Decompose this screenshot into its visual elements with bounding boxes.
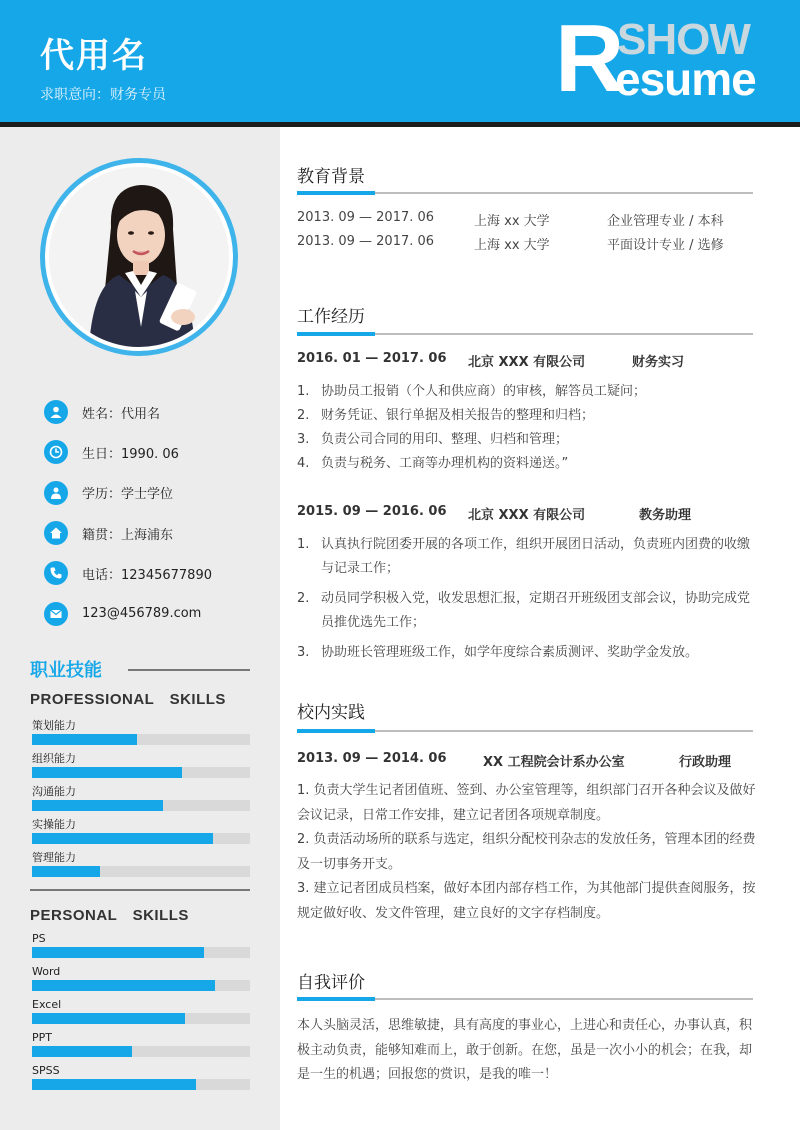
logo-esume-text: esume: [615, 53, 756, 105]
list-item: 2. 负责活动场所的联系与选定，组织分配校刊杂志的发放任务，管理本团的经费及一切事务开支。: [297, 832, 756, 872]
campus-title: 校内实践: [297, 703, 365, 723]
self-eval-title: 自我评价: [297, 973, 365, 993]
info-item-name: [44, 392, 274, 432]
campus-title-accent: [297, 729, 375, 733]
list-item: 3. 协助班长管理班级工作，如学年度综合素质测评、奖助学金发放。: [297, 645, 699, 660]
portrait-illustration: [49, 167, 229, 347]
info-hometown-text: 籍贯：上海浦东: [82, 527, 174, 543]
info-birthday-text: 生日：1990. 06: [82, 446, 179, 462]
skill-bar-track: [32, 866, 250, 877]
skill-bar-fill: [32, 734, 137, 745]
skill-label: Word: [32, 965, 61, 978]
skill-bar-fill: [32, 767, 182, 778]
info-item-birthday: [44, 432, 274, 472]
info-item-email: [44, 593, 274, 633]
personal-skills-header: PERSONAL SKILLS: [30, 907, 189, 924]
job-duties-list: [297, 533, 757, 665]
personal-info-list: [44, 392, 274, 634]
work-title: 工作经历: [297, 307, 365, 327]
skill-row: [32, 850, 250, 877]
mail-icon: [44, 602, 68, 626]
skill-label: Excel: [32, 998, 62, 1011]
education-row: [297, 210, 757, 230]
education-major: 企业管理专业 / 本科: [607, 214, 724, 229]
skill-bar-fill: [32, 866, 100, 877]
campus-heading: [297, 751, 757, 771]
job-duties-list: [297, 380, 757, 476]
job-company: 北京 XXX 有限公司: [468, 355, 586, 370]
skill-bar-track: [32, 1046, 250, 1057]
skill-label: 策划能力: [32, 719, 76, 732]
skill-bar-track: [32, 1013, 250, 1024]
campus-role: 行政助理: [679, 755, 732, 770]
list-item: 1. 负责大学生记者团值班、签到、办公室管理等，组织部门召开各种会议及做好会议记录，日常工作安排，建立记者团各项规章制度。: [297, 783, 756, 823]
skills-section-title: 职业技能: [30, 660, 102, 681]
campus-date: 2013. 09 — 2014. 06: [297, 751, 447, 766]
job-role: 财务实习: [632, 355, 685, 370]
skills-title-underline: [128, 669, 250, 671]
education-school: 上海 xx 大学: [474, 238, 550, 253]
phone-icon: [44, 561, 68, 585]
job-date: 2016. 01 — 2017. 06: [297, 351, 447, 366]
skill-label: SPSS: [32, 1064, 60, 1077]
skill-row: [32, 964, 250, 991]
skill-bar-track: [32, 800, 250, 811]
list-item: 1. 协助员工报销（个人和供应商）的审核，解答员工疑问；: [297, 384, 647, 399]
skill-row: [32, 1030, 250, 1057]
education-school: 上海 xx 大学: [474, 214, 550, 229]
info-education-text: 学历：学士学位: [82, 487, 174, 503]
job-heading: [297, 351, 757, 371]
skill-bar-fill: [32, 800, 163, 811]
skill-bar-track: [32, 1079, 250, 1090]
list-item: 2. 动员同学积极入党，收发思想汇报，定期召开班级团支部会议，协助完成党员推优选先工作；: [297, 591, 751, 630]
skill-bar-track: [32, 947, 250, 958]
list-item: 1. 认真执行院团委开展的各项工作，组织开展团日活动，负责班内团费的收缴与记录工作；: [297, 537, 751, 576]
education-title-accent: [297, 191, 375, 195]
self-eval-text: 本人头脑灵活，思维敏捷，具有高度的事业心，上进心和责任心，办事认真，积极主动负责，能够知难而上，敢于创新。在您，虽是一次小小的机会；在我，却是一生的机遇；回报您的赏识，是我的唯一！: [297, 1018, 753, 1082]
skill-label: 沟通能力: [32, 785, 76, 798]
profile-photo-frame: [40, 158, 238, 356]
person-icon: [44, 400, 68, 424]
campus-duties-list: [297, 779, 757, 926]
logo-show-text: SHOW: [617, 15, 750, 64]
job-heading: [297, 504, 757, 524]
skill-label: 组织能力: [32, 752, 76, 765]
home-icon: [44, 521, 68, 545]
skill-label: PPT: [32, 1031, 52, 1044]
info-email-text: 123@456789.com: [82, 606, 202, 622]
skill-row: [32, 718, 250, 745]
info-item-education: [44, 473, 274, 513]
skill-bar-track: [32, 767, 250, 778]
skill-row: [32, 751, 250, 778]
skill-row: [32, 1063, 250, 1090]
info-phone-text: 电话：12345677890: [82, 567, 212, 583]
campus-org: XX 工程院会计系办公室: [483, 755, 625, 770]
logo-letter-r: R: [555, 5, 625, 112]
education-major: 平面设计专业 / 选修: [607, 238, 724, 253]
clock-icon: [44, 440, 68, 464]
candidate-name: 代用名: [40, 36, 148, 76]
education-title: 教育背景: [297, 167, 365, 187]
skill-bar-fill: [32, 833, 213, 844]
info-name-text: 姓名：代用名: [82, 406, 161, 422]
skill-label: PS: [32, 932, 46, 945]
skill-bar-track: [32, 833, 250, 844]
skill-bar-fill: [32, 947, 204, 958]
education-date: 2013. 09 — 2017. 06: [297, 234, 435, 249]
skill-bar-track: [32, 980, 250, 991]
work-title-accent: [297, 332, 375, 336]
job-date: 2015. 09 — 2016. 06: [297, 504, 447, 519]
info-item-phone: [44, 553, 274, 593]
list-item: 2. 财务凭证、银行单据及相关报告的整理和归档；: [297, 408, 595, 423]
self-eval-title-accent: [297, 997, 375, 1001]
professional-skills-header: PROFESSIONAL SKILLS: [30, 691, 226, 708]
skills-divider: [30, 889, 250, 891]
education-date: 2013. 09 — 2017. 06: [297, 210, 435, 225]
skill-bar-fill: [32, 980, 215, 991]
profile-photo: [49, 167, 229, 347]
list-item: 3. 负责公司合同的用印、整理、归档和管理；: [297, 432, 569, 447]
graduation-icon: [44, 481, 68, 505]
skill-bar-fill: [32, 1013, 185, 1024]
skill-label: 实操能力: [32, 818, 76, 831]
resume-show-logo: [555, 5, 756, 112]
skill-bar-fill: [32, 1046, 132, 1057]
education-row: [297, 234, 757, 254]
skill-bar-track: [32, 734, 250, 745]
list-item: 3. 建立记者团成员档案，做好本团内部存档工作，为其他部门提供查阅服务，按规定做好收、发文件管理，建立良好的文字存档制度。: [297, 881, 756, 921]
skill-row: [32, 931, 250, 958]
job-role: 教务助理: [639, 508, 692, 523]
skill-row: [32, 817, 250, 844]
job-company: 北京 XXX 有限公司: [468, 508, 586, 523]
skill-row: [32, 997, 250, 1024]
skill-bar-fill: [32, 1079, 196, 1090]
skill-label: 管理能力: [32, 851, 76, 864]
info-item-hometown: [44, 513, 274, 553]
list-item: 4. 负责与税务、工商等办理机构的资料递送。”: [297, 456, 569, 471]
skill-row: [32, 784, 250, 811]
job-intent: 求职意向：财务专员: [40, 87, 166, 103]
